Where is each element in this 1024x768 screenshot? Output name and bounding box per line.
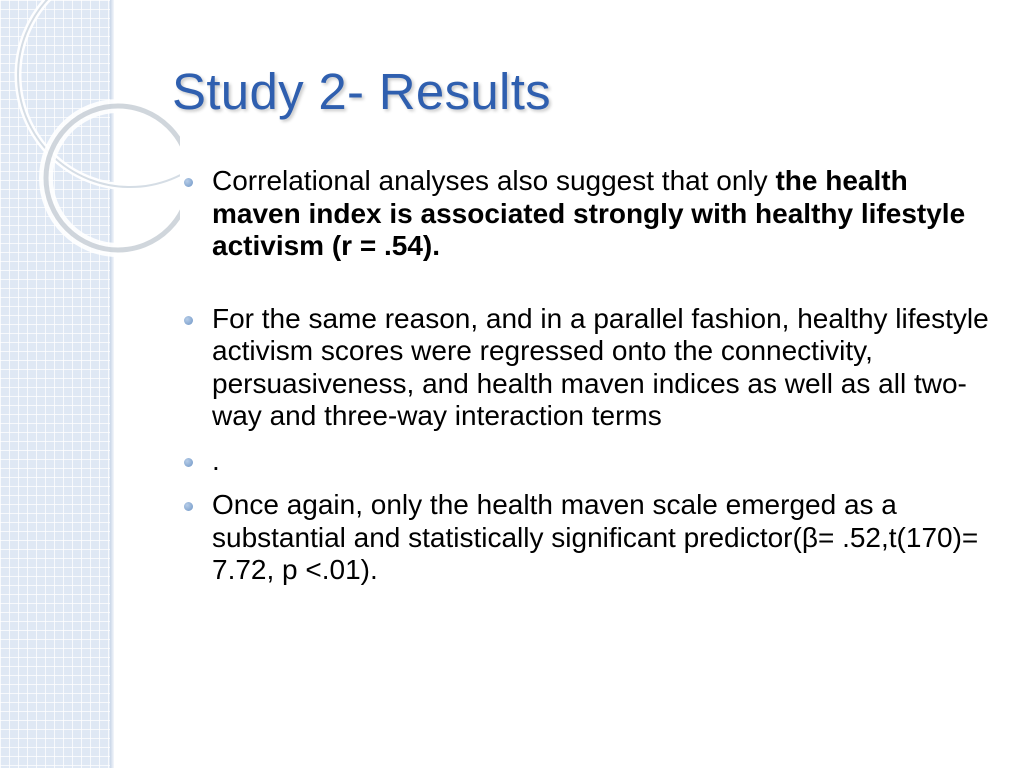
ring-decoration-icon: [0, 0, 180, 300]
slide-title: Study 2- Results: [172, 63, 551, 120]
bullet-text: .: [212, 444, 220, 476]
bullet-dot-icon: [184, 502, 193, 511]
bullet-dot-icon: [184, 458, 193, 467]
list-item: [182, 489, 994, 587]
bullet-text: Correlational analyses also suggest that only: [212, 165, 776, 196]
list-item: [182, 303, 994, 433]
bullet-bold-text: the health maven index is associated strongly with healthy lifestyle activism (r = .54).: [212, 165, 966, 261]
bullet-list: [182, 165, 994, 587]
bullet-dot-icon: [184, 316, 193, 325]
list-item: [182, 165, 994, 263]
list-item: [182, 445, 994, 478]
bullet-text: Once again, only the health maven scale emerged as a substantial and statistically significant predictor(β= .52,t(170)= 7.72, p <.01).: [212, 489, 979, 585]
bullet-text: For the same reason, and in a parallel fashion, healthy lifestyle activism scores were regressed onto the connectivity, persuasiveness, and health maven indices as well as all two- way and three-way interaction terms: [212, 302, 989, 431]
bullet-dot-icon: [184, 178, 193, 187]
